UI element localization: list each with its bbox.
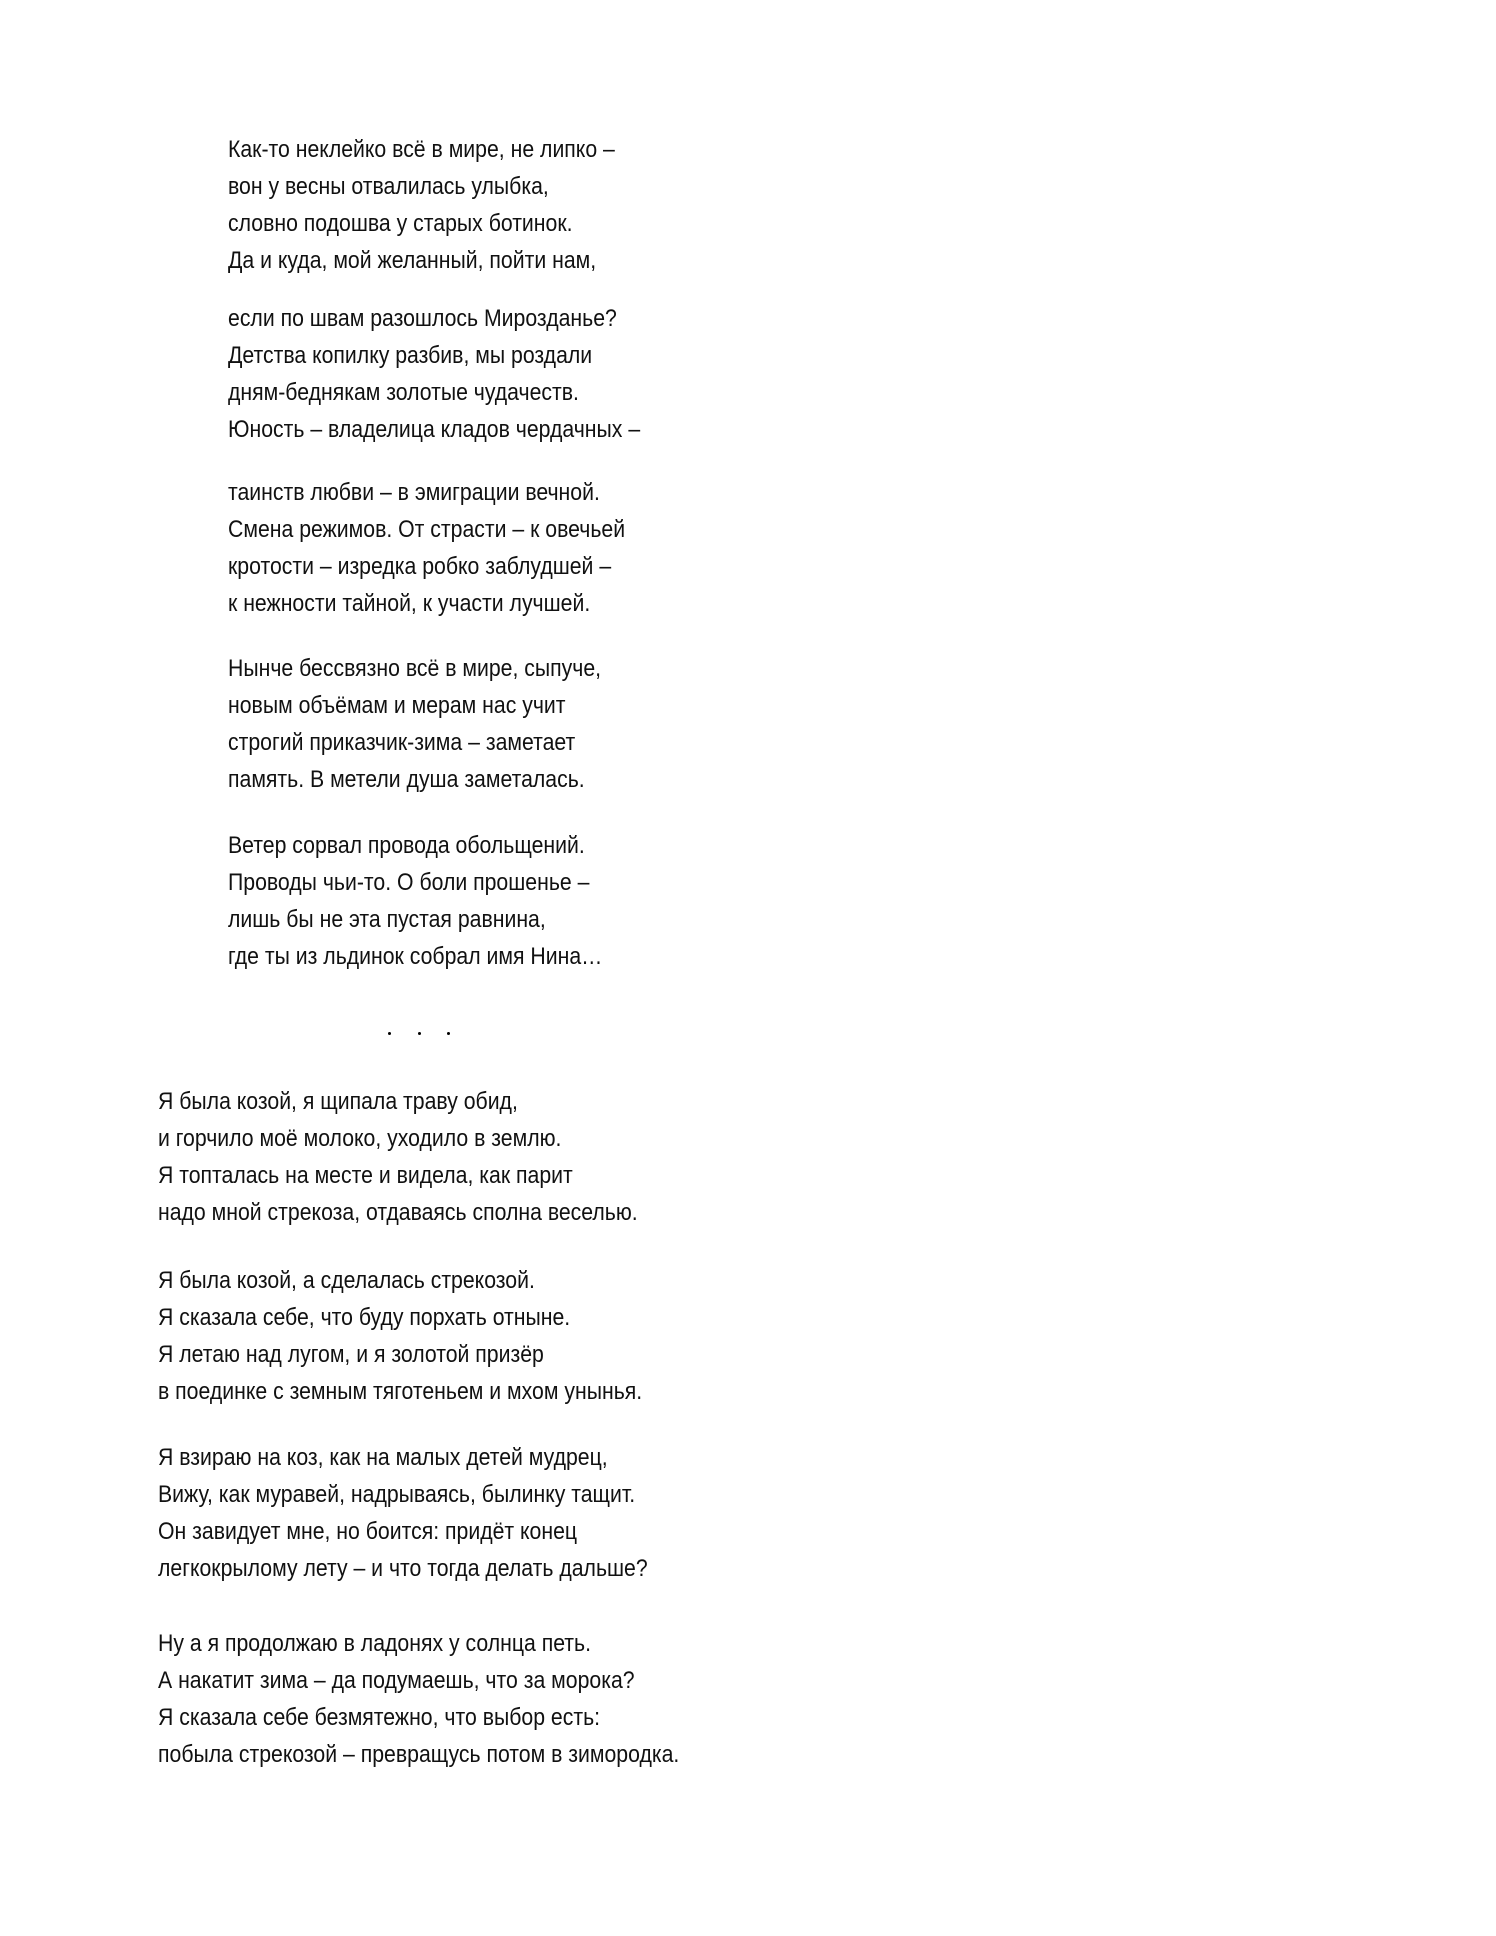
poem-line: к нежности тайной, к участи лучшей.	[228, 590, 591, 617]
poem-line: где ты из льдинок собрал имя Нина…	[228, 943, 603, 970]
poem-line: строгий приказчик-зима – заметает	[228, 729, 576, 756]
poem-line: Смена режимов. От страсти – к овечьей	[228, 516, 626, 543]
poem-line: надо мной стрекоза, отдаваясь сполна веселью.	[158, 1199, 638, 1226]
poem-line: Юность – владелица кладов чердачных –	[228, 416, 641, 443]
poem-line: дням-беднякам золотые чудачеств.	[228, 379, 579, 406]
poem-line: Нынче бессвязно всё в мире, сыпуче,	[228, 655, 602, 682]
poem-line: Ну а я продолжаю в ладонях у солнца петь.	[158, 1630, 592, 1657]
poem-line: таинств любви – в эмиграции вечной.	[228, 479, 600, 506]
poem-line: Он завидует мне, но боится: придёт конец	[158, 1518, 578, 1545]
poem-line: Я была козой, я щипала траву обид,	[158, 1088, 518, 1115]
poem-line: лишь бы не эта пустая равнина,	[228, 906, 546, 933]
poem-line: Как-то неклейко всё в мире, не липко –	[228, 136, 615, 163]
poem-line: память. В метели душа заметалась.	[228, 766, 585, 793]
poem-line: Я сказала себе безмятежно, что выбор есть:	[158, 1704, 601, 1731]
poem-line: новым объёмам и мерам нас учит	[228, 692, 566, 719]
poem-line: А накатит зима – да подумаешь, что за морока?	[158, 1667, 635, 1694]
poem-line: Я сказала себе, что буду порхать отныне.	[158, 1304, 571, 1331]
poem-line: словно подошва у старых ботинок.	[228, 210, 573, 237]
poem-line: вон у весны отвалилась улыбка,	[228, 173, 549, 200]
poem-line: кротости – изредка робко заблудшей –	[228, 553, 612, 580]
poem-line: Детства копилку разбив, мы роздали	[228, 342, 593, 369]
poem-line: Я была козой, а сделалась стрекозой.	[158, 1267, 535, 1294]
poem-line: если по швам разошлось Мирозданье?	[228, 305, 617, 332]
poem-line: Вижу, как муравей, надрываясь, былинку тащит.	[158, 1481, 636, 1508]
poem-line: Ветер сорвал провода обольщений.	[228, 832, 585, 859]
poem-line: Я взираю на коз, как на малых детей мудрец,	[158, 1444, 608, 1471]
poem-line: побыла стрекозой – превращусь потом в зимородка.	[158, 1741, 680, 1768]
poem-line: Я топталась на месте и видела, как парит	[158, 1162, 573, 1189]
poem-line: и горчило моё молоко, уходило в землю.	[158, 1125, 562, 1152]
poem-line: Я летаю над лугом, и я золотой призёр	[158, 1341, 544, 1368]
poem-line: легкокрылому лету – и что тогда делать дальше?	[158, 1555, 648, 1582]
poem-line: Проводы чьи-то. О боли прошенье –	[228, 869, 590, 896]
poem-line: Да и куда, мой желанный, пойти нам,	[228, 247, 597, 274]
poem-line: в поединке с земным тяготеньем и мхом унынья.	[158, 1378, 643, 1405]
